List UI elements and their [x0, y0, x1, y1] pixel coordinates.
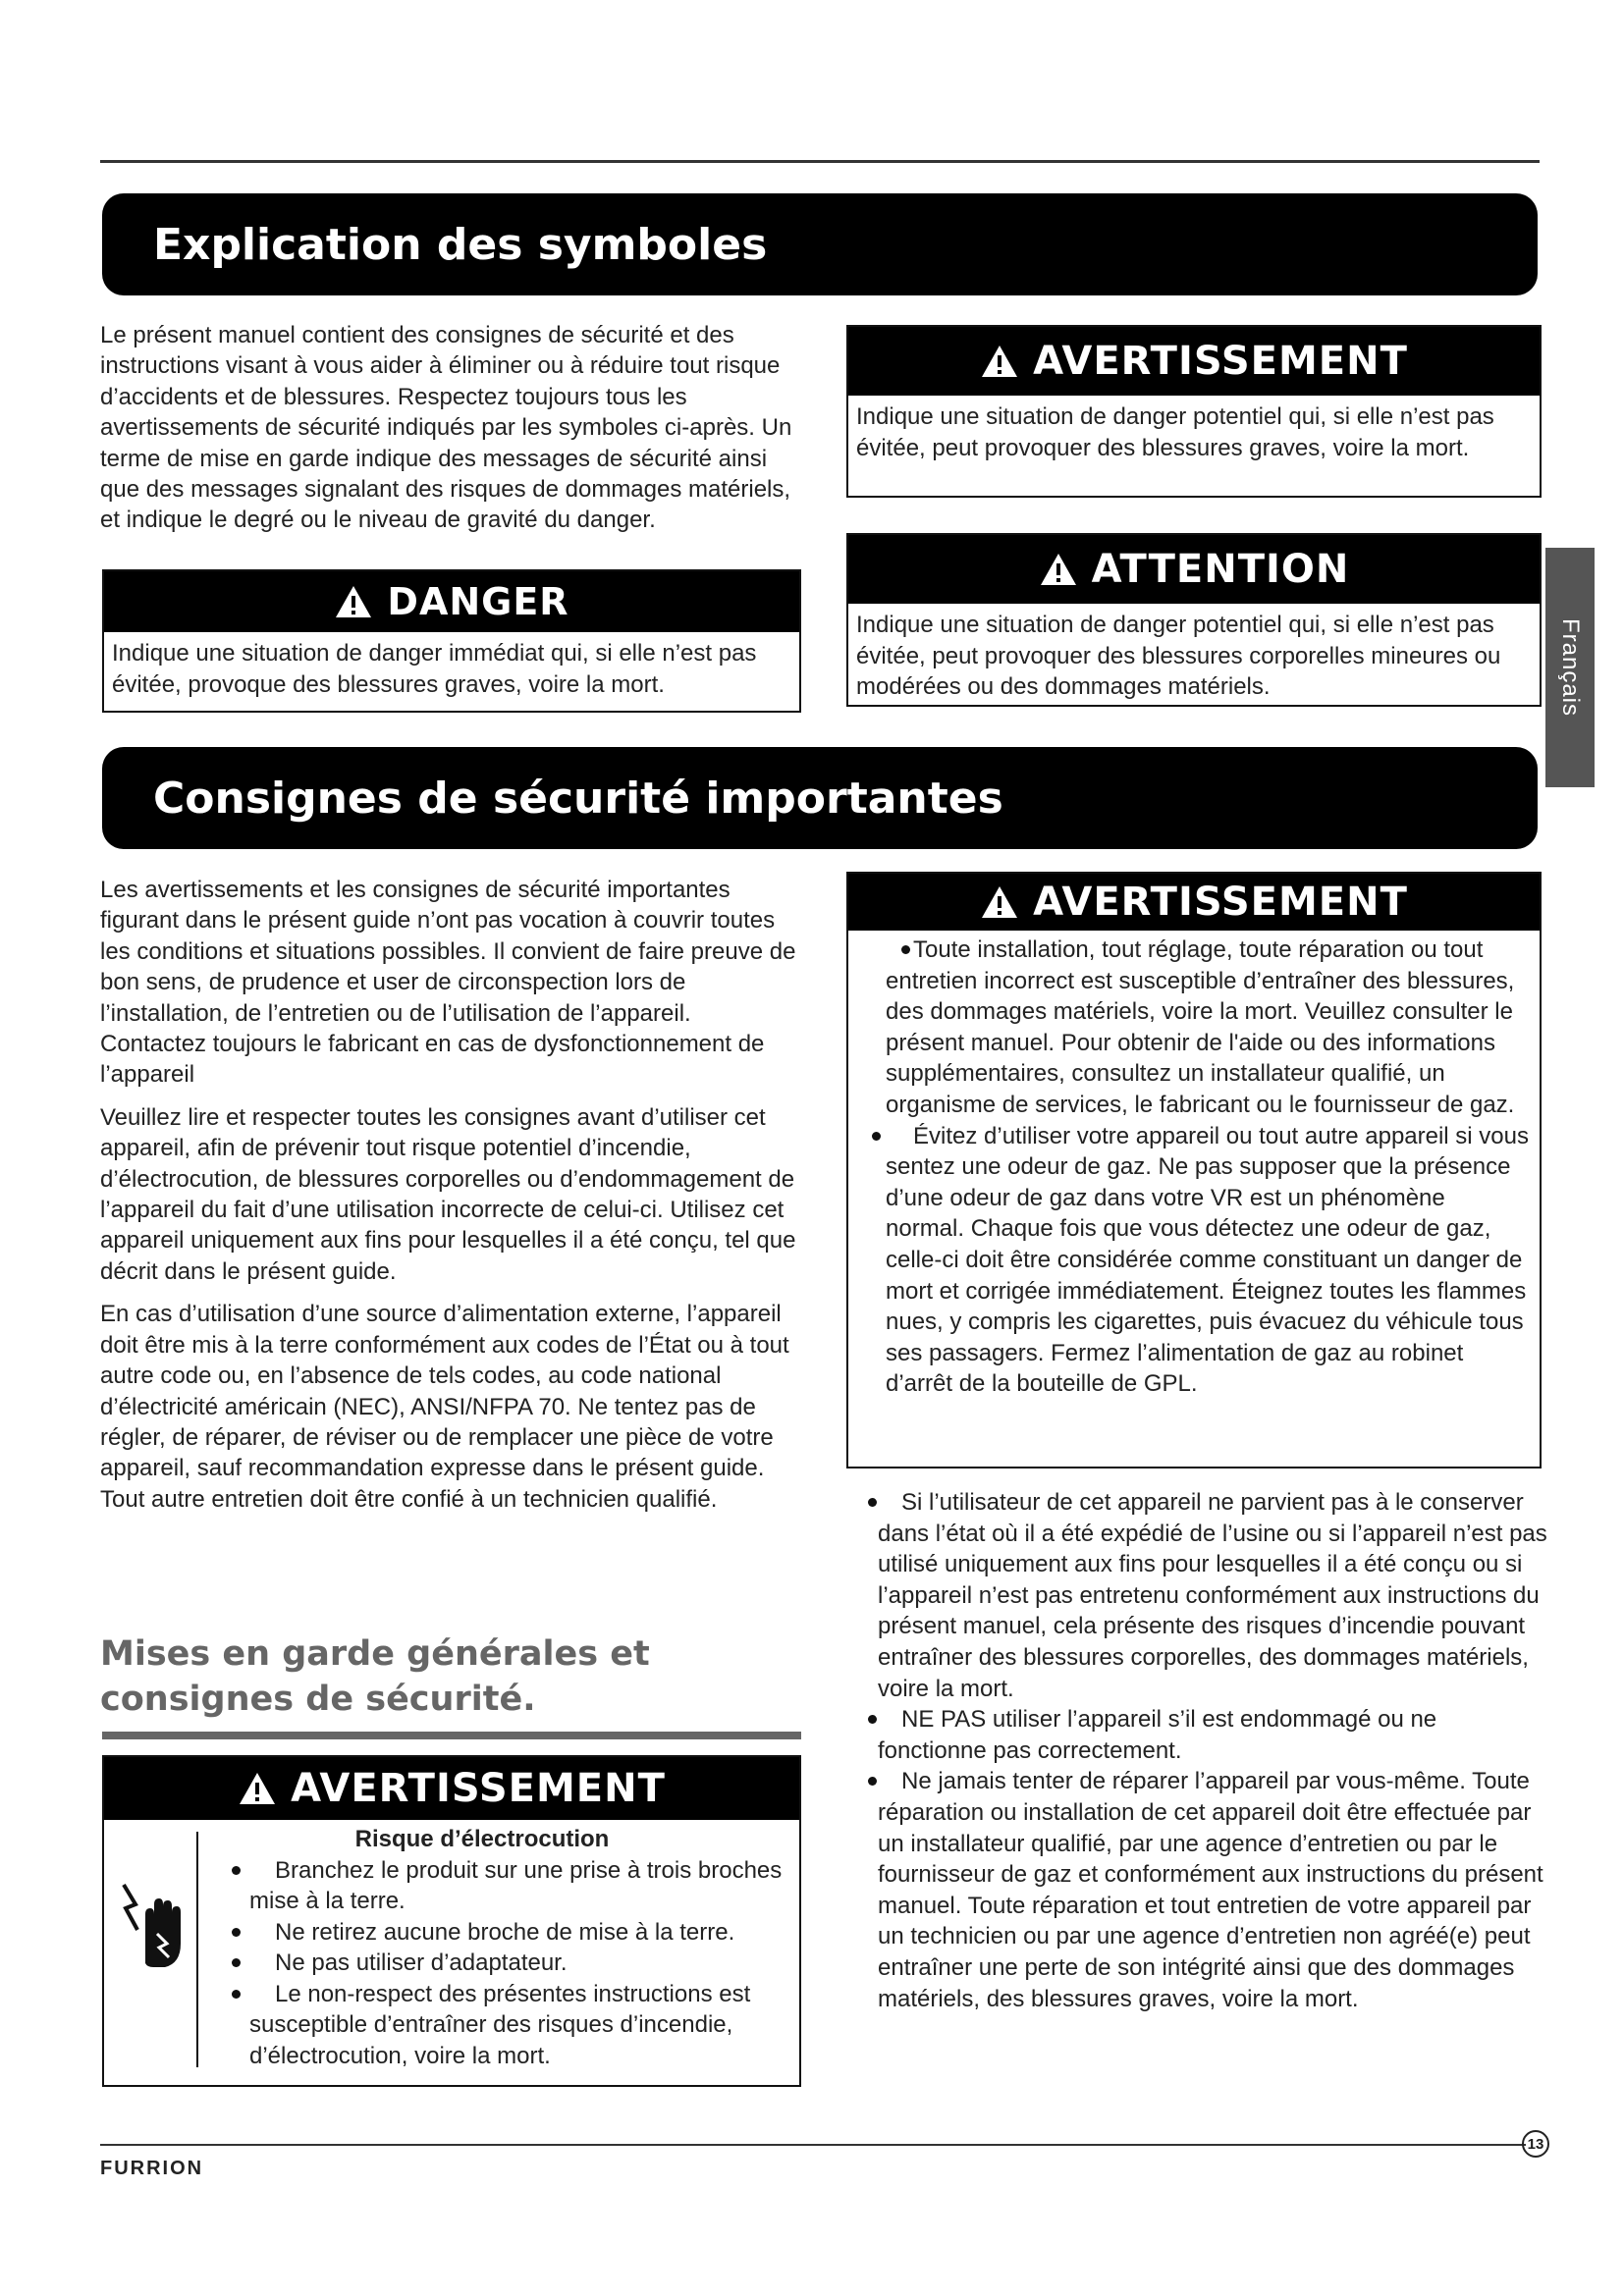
list-item: Branchez le produit sur une prise à trois broches mise à la terre. — [222, 1855, 791, 1917]
caution-box — [846, 533, 1542, 707]
danger-box — [102, 569, 801, 713]
paragraph: En cas d’utilisation d’une source d’alimentation externe, l’appareil doit être mis à la terre conformément aux codes de l’État ou à tout autre code ou, en l’absence de tels codes, au code national d’électricité américain (NEC), ANSI/NFPA 70. Ne tentez pas de régler, de réparer, de réviser ou de remplacer une pièce de votre appareil, sauf recommandation expresse dans le présent guide. Tout autre entretien doit être confié à un technicien qualifié. — [100, 1301, 789, 1513]
page-number-badge — [1522, 2130, 1549, 2158]
gas-warning-list — [848, 931, 1540, 1400]
warning-triangle-icon — [334, 584, 373, 619]
warning-text: Indique une situation de danger potentiel qui, si elle n’est pas évitée, peut provoquer des blessures graves, voire la mort. — [856, 403, 1494, 461]
electrocution-content — [222, 1824, 791, 2071]
electrocution-box-title: AVERTISSEMENT — [291, 1766, 666, 1811]
gas-warning-box-header — [848, 874, 1540, 931]
left-column-text — [100, 875, 809, 1515]
list-item: Toute installation, tout réglage, toute réparation ou tout entretien incorrect est susceptible d’entraîner des blessures, des dommages matériels, voire la mort. Veuillez consulter le présent manuel. Pour obtenir de l'aide ou des informations supplémentaires, consultez un installateur qualifié, un organisme de services, le fabricant ou le fournisseur de gaz. — [886, 936, 1515, 1118]
brand-name: FURRION — [100, 2158, 204, 2179]
section-header-symbols — [102, 193, 1538, 295]
gas-warning-title: AVERTISSEMENT — [1033, 880, 1408, 925]
electrical-hazard-hand-icon — [118, 1875, 187, 1973]
electrocution-box-header — [104, 1757, 799, 1820]
warning-title: AVERTISSEMENT — [1033, 339, 1408, 384]
danger-title: DANGER — [387, 580, 569, 623]
general-safety-subheading: Mises en garde générales et consignes de sécurité. — [100, 1634, 650, 1719]
warning-box-header — [848, 327, 1540, 396]
warning-triangle-icon — [980, 344, 1019, 379]
language-tab-label: Français — [1557, 617, 1584, 718]
section-header-safety — [102, 747, 1538, 849]
paragraph: Veuillez lire et respecter toutes les consignes avant d’utiliser cet appareil, afin de prévenir tout risque potentiel d’incendie, d’électrocution, de blessures corporelles ou d’endommagement de l’appareil du fait d’une utilisation incorrecte de celui-ci. Utilisez cet appareil uniquement aux fins pour lesquelles il a été conçu, tel que décrit dans le présent guide. — [100, 1103, 796, 1285]
list-item: NE PAS utiliser l’appareil s’il est endommagé ou ne fonctionne pas correctement. — [878, 1704, 1549, 1766]
section-title: Consignes de sécurité importantes — [153, 773, 1003, 824]
paragraph: Contactez toujours le fabricant en cas de dysfonctionnement de l’appareil — [100, 1031, 765, 1089]
intro-paragraph: Le présent manuel contient des consignes de sécurité et des instructions visant à vous aider à éliminer ou à réduire tout risque d’accidents et de blessures. Respectez toujours tous les avertissements de sécurité indiqués par les symboles ci-après. Un terme de mise en garde indique des messages de sécurité ainsi que des messages signalant des risques de dommages matériels, et indique le degré ou le niveau de gravité du danger. — [100, 322, 792, 534]
list-item: Ne jamais tenter de réparer l’appareil par vous-même. Toute réparation ou installation de cet appareil doit être effectuée par un installateur qualifié, par une agence d’entretien ou par le fournisseur de gaz et conformément aux instructions du présent manuel. Toute réparation et tout entretien de votre appareil par un technicien ou par une agence d’entretien non agréé(e) peut entraîner une perte de son intégrité ainsi que des dommages matériels, des blessures graves, voire la mort. — [878, 1766, 1549, 2014]
brand-logo — [100, 2158, 203, 2180]
paragraph: Les avertissements et les consignes de sécurité importantes figurant dans le présent guide n’ont pas vocation à couvrir toutes les conditions et situations possibles. Il convient de faire preuve de bon sens, de prudence et user de circonspection lors de l’installation, de l’entretien ou de l’utilisation de l’appareil. — [100, 877, 796, 1027]
danger-box-header — [104, 571, 799, 632]
language-tab[interactable] — [1545, 548, 1595, 787]
warning-triangle-icon — [980, 884, 1019, 920]
electrocution-subtitle: Risque d’électrocution — [354, 1826, 610, 1852]
list-item: Ne pas utiliser d’adaptateur. — [222, 1948, 791, 1979]
list-item: Si l’utilisateur de cet appareil ne parvient pas à le conserver dans l’état où il a été expédié de l’usine ou si l’appareil n’est pas utilisé uniquement aux fins pour lesquelles il a été conçu ou si l’appareil n’est pas entretenu conformément aux instructions du présent manuel, cela présente des risques d’incendie pouvant entraîner des blessures corporelles, des dommages matériels, voire la mort. — [878, 1487, 1549, 1704]
danger-text: Indique une situation de danger immédiat qui, si elle n’est pas évitée, provoque des blessures graves, voire la mort. — [112, 640, 757, 698]
right-safety-list — [878, 1487, 1549, 2014]
top-rule — [100, 160, 1540, 163]
electrocution-list — [222, 1855, 791, 2072]
section-title: Explication des symboles — [153, 219, 768, 270]
gas-warning-box — [846, 872, 1542, 1468]
page-number: 13 — [1527, 2135, 1544, 2153]
footer-rule — [100, 2144, 1526, 2146]
caution-text: Indique une situation de danger potentiel qui, si elle n’est pas évitée, peut provoquer des blessures corporelles mineures ou modérées ou des dommages matériels. — [856, 612, 1501, 700]
warning-triangle-icon — [238, 1771, 277, 1806]
list-item: Évitez d’utiliser votre appareil ou tout autre appareil si vous sentez une odeur de gaz. Ne pas supposer que la présence d’une odeur de gaz dans votre VR est un phénomène normal. Chaque fois que vous détectez une odeur de gaz, celle-ci doit être considérée comme constituant un danger de mort et corrigée immédiatement. Éteignez toutes les flammes nues, y compris les cigarettes, puis évacuez du véhicule tous ses passagers. Fermez l’alimentation de gaz au robinet d’arrêt de la bouteille de GPL. — [886, 1121, 1530, 1400]
electrocution-warning-box — [102, 1755, 801, 2087]
warning-box — [846, 325, 1542, 498]
subheading-rule — [102, 1732, 801, 1739]
caution-title: ATTENTION — [1091, 547, 1350, 592]
warning-triangle-icon — [1039, 552, 1078, 587]
list-item: Le non-respect des présentes instructions est susceptible d’entraîner des risques d’incendie, d’électrocution, voire la mort. — [222, 1979, 791, 2072]
electrocution-divider — [196, 1832, 198, 2067]
caution-box-header — [848, 535, 1540, 604]
list-item: Ne retirez aucune broche de mise à la terre. — [222, 1917, 791, 1949]
